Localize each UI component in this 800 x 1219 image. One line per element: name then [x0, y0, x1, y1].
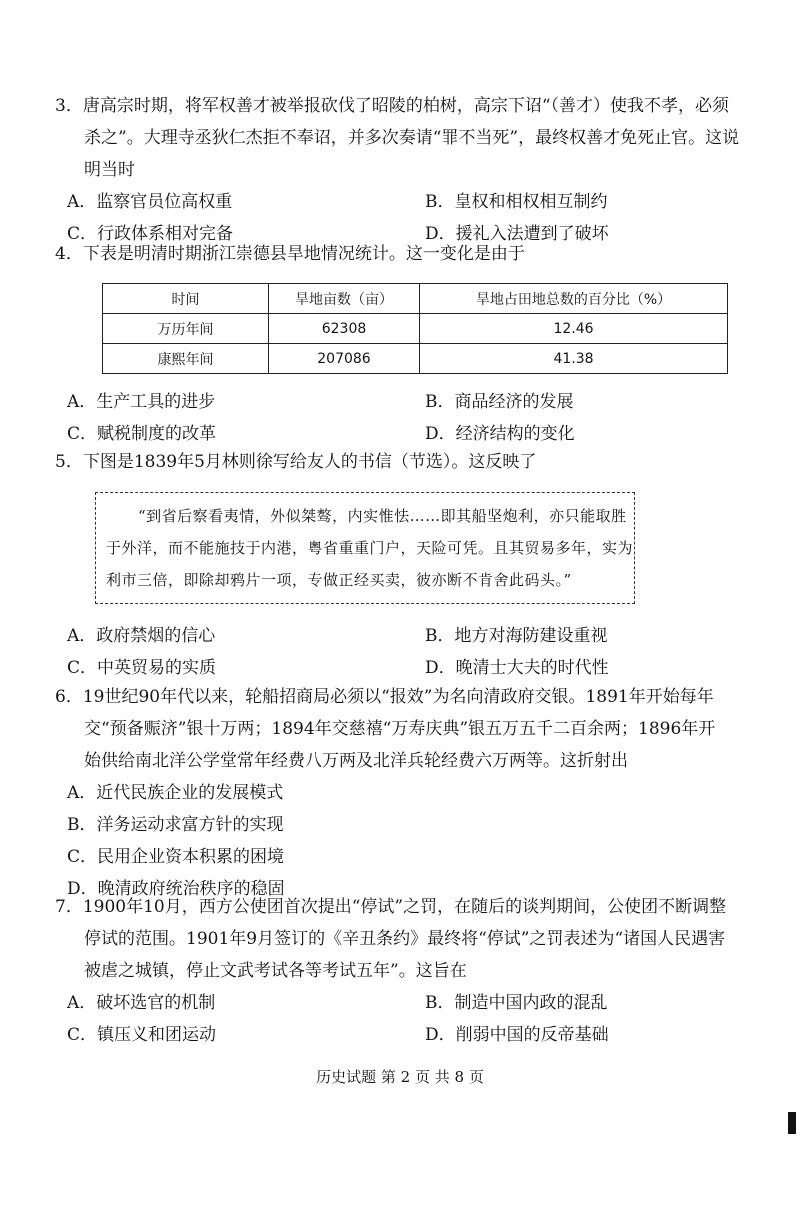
option-a[interactable]: A．政府禁烟的信心: [67, 626, 216, 646]
option-b[interactable]: B．商品经济的发展: [425, 392, 574, 412]
option-c[interactable]: C．中英贸易的实质: [67, 658, 217, 678]
question-4-options: [55, 386, 745, 450]
option-b[interactable]: B．洋务运动求富方针的实现: [67, 815, 284, 835]
page-footer: 历史试题 第 2 页 共 8 页: [316, 1068, 484, 1086]
option-c[interactable]: C．镇压义和团运动: [67, 1025, 217, 1045]
option-d[interactable]: D．削弱中国的反帝基础: [425, 1025, 609, 1045]
question-7-stem-line: 停试的范围。1901年9月签订的《辛丑条约》最终将“停试”之罚表述为“诸国人民遇害: [84, 929, 726, 949]
question-5-options-row: [55, 652, 745, 684]
quote-line: “到省后察看夷情，外似桀骜，内实惟怯……即其船坚炮利，亦只能取胜: [138, 507, 627, 525]
table-header-cell: 时间: [103, 284, 269, 314]
question-7-stem-line: 被虐之城镇，停止文武考试各等考试五年”。这旨在: [84, 961, 467, 981]
question-3-stem-line: 杀之”。大理寺丞狄仁杰拒不奉诏，并多次奏请“罪不当死”，最终权善才免死止官。这说: [84, 128, 740, 148]
question-5: [55, 446, 745, 478]
option-a[interactable]: A．近代民族企业的发展模式: [67, 783, 284, 803]
question-7-options-row: [55, 1019, 745, 1051]
option-d[interactable]: D．经济结构的变化: [425, 424, 575, 444]
table-header-cell: 旱地亩数（亩）: [269, 284, 420, 314]
question-6-stem-line: 始供给南北洋公学堂常年经费八万两及北洋兵轮经费六万两等。这折射出: [84, 751, 628, 771]
question-3-stem-line: 明当时: [84, 160, 135, 180]
dryland-table: [102, 283, 728, 374]
table-cell: 12.46: [420, 314, 728, 344]
option-b[interactable]: B．制造中国内政的混乱: [425, 993, 608, 1013]
option-c[interactable]: C．行政体系相对完备: [67, 224, 234, 244]
option-b[interactable]: B．皇权和相权相互制约: [425, 192, 608, 212]
option-a[interactable]: A．生产工具的进步: [67, 392, 216, 412]
question-3-options-row: [55, 186, 745, 218]
table-header-cell: 旱地占田地总数的百分比（%）: [420, 284, 728, 314]
question-6-stem-line: 交“预备赈济”银十万两；1894年交慈禧“万寿庆典”银五万五千二百余两；1896年开: [84, 719, 716, 739]
table-cell: 41.38: [420, 344, 728, 374]
table-cell: 62308: [269, 314, 420, 344]
question-7-stem-line: 7．1900年10月，西方公使团首次提出“停试”之罚，在随后的谈判期间，公使团不断调整: [55, 897, 727, 917]
table-header-row: [103, 284, 728, 314]
question-5-options-row: [55, 620, 745, 652]
question-3: [55, 90, 745, 250]
option-d[interactable]: D．晚清政府统治秩序的稳固: [67, 879, 285, 899]
question-5-stem: 5．下图是1839年5月林则徐写给友人的书信（节选）。这反映了: [55, 452, 537, 472]
question-5-options: [55, 620, 745, 684]
question-4: [55, 238, 745, 270]
quote-line: 于外洋，而不能施技于内港，粤省重重门户，天险可凭。且其贸易多年，实为: [106, 539, 634, 557]
option-c[interactable]: C．赋税制度的改革: [67, 424, 217, 444]
option-b[interactable]: B．地方对海防建设重视: [425, 626, 608, 646]
option-a[interactable]: A．破坏选官的机制: [67, 993, 216, 1013]
option-a[interactable]: A．监察官员位高权重: [67, 192, 233, 212]
letter-quote-box: [95, 492, 635, 604]
question-4-stem: 4．下表是明清时期浙江崇德县旱地情况统计。这一变化是由于: [55, 244, 525, 264]
table-cell: 万历年间: [103, 314, 269, 344]
question-6-stem-line: 6．19世纪90年代以来，轮船招商局必须以“报效”为名向清政府交银。1891年开始每年: [55, 687, 714, 707]
table-cell: 康熙年间: [103, 344, 269, 374]
scan-edge-mark: [788, 1112, 796, 1134]
option-c[interactable]: C．民用企业资本积累的困境: [67, 847, 285, 867]
question-3-stem-line: 3．唐高宗时期，将军权善才被举报砍伐了昭陵的柏树，高宗下诏“（善才）使我不孝，必须: [55, 96, 730, 116]
question-4-options-row: [55, 386, 745, 418]
table-row: [103, 344, 728, 374]
question-7-options-row: [55, 987, 745, 1019]
option-d[interactable]: D．援礼入法遭到了破坏: [425, 224, 609, 244]
table-row: [103, 314, 728, 344]
question-6: [55, 681, 745, 905]
question-7: [55, 891, 745, 1051]
option-d[interactable]: D．晚清士大夫的时代性: [425, 658, 609, 678]
table-cell: 207086: [269, 344, 420, 374]
quote-line: 利市三倍，即除却鸦片一项，专做正经买卖，彼亦断不肯舍此码头。”: [106, 571, 572, 589]
